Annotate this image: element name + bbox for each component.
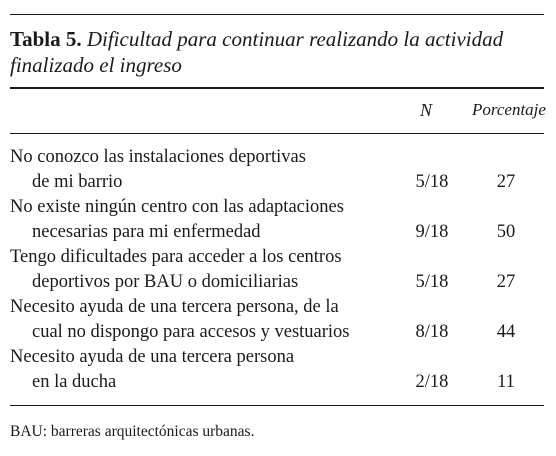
header-top-rule bbox=[10, 87, 544, 89]
row-description bbox=[10, 295, 405, 345]
table-row bbox=[0, 295, 556, 345]
row-description-line-1: Necesito ayuda de una tercera persona bbox=[10, 347, 295, 367]
table-label: Tabla 5. bbox=[10, 27, 82, 51]
row-description-line-1: No existe ningún centro con las adaptaciones bbox=[10, 197, 344, 217]
table-caption bbox=[10, 26, 540, 78]
row-n: 5/18 bbox=[415, 272, 449, 292]
row-n: 9/18 bbox=[415, 222, 449, 242]
row-percent: 27 bbox=[496, 272, 516, 292]
row-description bbox=[10, 145, 405, 195]
row-n: 2/18 bbox=[415, 372, 449, 392]
row-description-line-2: cual no dispongo para accesos y vestuarios bbox=[32, 322, 350, 342]
row-percent: 50 bbox=[496, 222, 516, 242]
row-description bbox=[10, 195, 405, 245]
row-description-line-1: No conozco las instalaciones deportivas bbox=[10, 147, 306, 167]
row-description-line-1: Necesito ayuda de una tercera persona, de la bbox=[10, 297, 339, 317]
column-header-n: N bbox=[420, 100, 433, 120]
row-n: 5/18 bbox=[415, 172, 449, 192]
table-row bbox=[0, 345, 556, 395]
row-n: 8/18 bbox=[415, 322, 449, 342]
table-row bbox=[0, 145, 556, 195]
row-description bbox=[10, 345, 405, 395]
table-footnote: BAU: barreras arquitectónicas urbanas. bbox=[10, 423, 255, 440]
row-description-line-1: Tengo dificultades para acceder a los centros bbox=[10, 247, 342, 267]
row-description bbox=[10, 245, 405, 295]
table-bottom-rule bbox=[10, 405, 544, 406]
row-description-line-2: en la ducha bbox=[32, 372, 117, 392]
row-percent: 44 bbox=[496, 322, 516, 342]
row-percent: 11 bbox=[497, 372, 515, 392]
row-percent: 27 bbox=[496, 172, 516, 192]
header-bottom-rule bbox=[10, 133, 544, 134]
table-row bbox=[0, 195, 556, 245]
row-description-line-2: necesarias para mi enfermedad bbox=[32, 222, 261, 242]
row-description-line-2: de mi barrio bbox=[32, 172, 123, 192]
top-rule bbox=[10, 14, 544, 15]
table-title: Dificultad para continuar realizando la actividad finalizado el ingreso bbox=[10, 27, 504, 77]
table-row bbox=[0, 245, 556, 295]
row-description-line-2: deportivos por BAU o domiciliarias bbox=[32, 272, 299, 292]
column-header-percent: Porcentaje bbox=[472, 100, 546, 119]
